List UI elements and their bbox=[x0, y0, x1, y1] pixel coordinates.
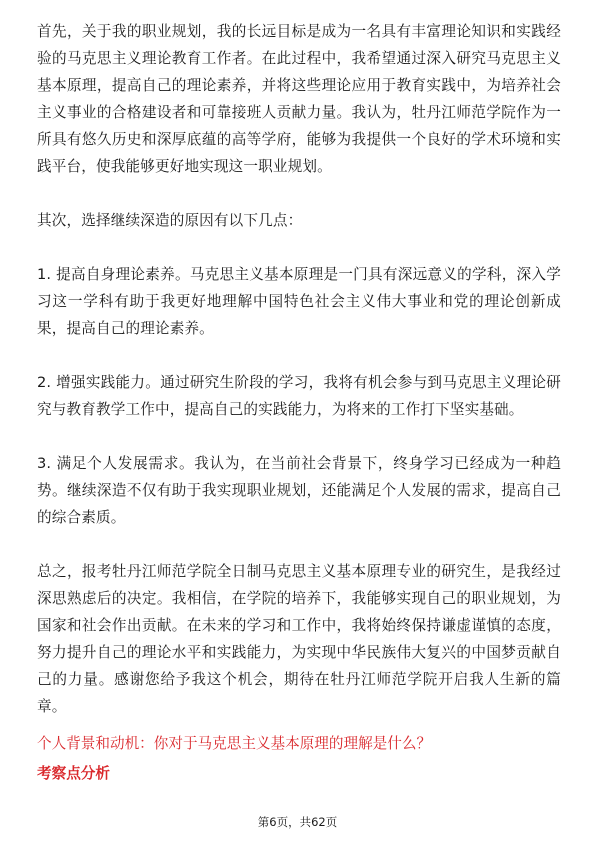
paragraph-career-plan: 首先，关于我的职业规划，我的长远目标是成为一名具有丰富理论知识和实践经验的马克思主义理论教育工作者。在此过程中，我希望通过深入研究马克思主义基本原理，提高自己的理论素养，并将这些理论应用于教育实践中，为培养社会主义事业的合格建设者和可靠接班人贡献力量。我认为，牡丹江师范学院作为一所具有悠久历史和深厚底蕴的高等学府，能够为我提供一个良好的学术环境和实践平台，使我能够更好地实现这一职业规划。 bbox=[37, 23, 561, 175]
page-number-footer: 第6页，共62页 bbox=[257, 815, 338, 829]
paragraph-reason-3: 3. 满足个人发展需求。我认为，在当前社会背景下，终身学习已经成为一种趋势。继续深造不仅有助于我实现职业规划，还能满足个人发展的需求，提高自己的综合素质。 bbox=[37, 455, 561, 526]
paragraph-reason-1: 1. 提高自身理论素养。马克思主义基本原理是一门具有深远意义的学科，深入学习这一学科有助于我更好地理解中国特色社会主义伟大事业和党的理论创新成果，提高自己的理论素养。 bbox=[37, 266, 561, 337]
paragraph-reasons-intro: 其次，选择继续深造的原因有以下几点： bbox=[37, 212, 303, 229]
paragraph-reason-2: 2. 增强实践能力。通过研究生阶段的学习，我将有机会参与到马克思主义理论研究与教育教学工作中，提高自己的实践能力，为将来的工作打下坚实基础。 bbox=[37, 374, 561, 418]
analysis-heading: 考察点分析 bbox=[37, 765, 110, 782]
paragraph-conclusion: 总之，报考牡丹江师范学院全日制马克思主义基本原理专业的研究生，是我经过深思熟虑后的决定。我相信，在学院的培养下，我能够实现自己的职业规划，为国家和社会作出贡献。在未来的学习和工作中，我将始终保持谦虚谨慎的态度，努力提升自己的理论水平和实践能力，为实现中华民族伟大复兴的中国梦贡献自己的力量。感谢您给予我这个机会，期待在牡丹江师范学院开启我人生新的篇章。 bbox=[37, 563, 561, 715]
question-heading: 个人背景和动机：你对于马克思主义基本原理的理解是什么？ bbox=[37, 735, 432, 752]
document-body bbox=[37, 18, 561, 788]
